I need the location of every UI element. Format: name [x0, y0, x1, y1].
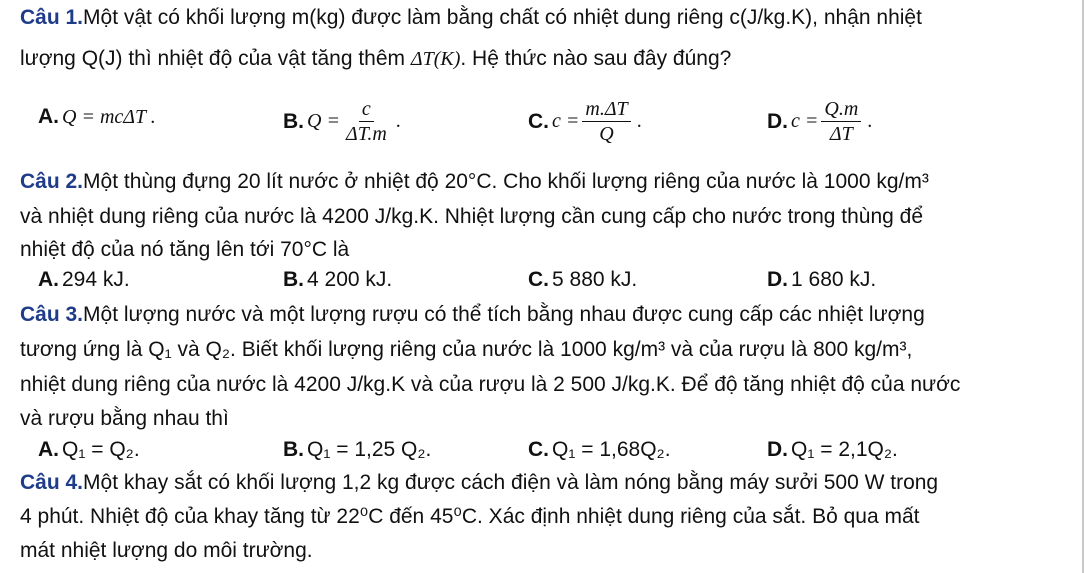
- q1-text-2-pre: lượng Q(J) thì nhiệt độ của vật tăng thêm: [20, 47, 411, 70]
- q3-option-c-label: C.: [528, 438, 549, 461]
- q3-option-b-text: Q₁ = 1,25 Q₂.: [307, 438, 432, 461]
- q2-line-1: [20, 167, 1076, 197]
- q4-line-2: [20, 502, 1076, 532]
- q3-text-3: nhiệt dung riêng của nước là 4200 J/kg.K và của rượu là 2 500 J/kg.K. Để độ tăng nhiệt độ của nước: [20, 373, 961, 396]
- q3-line-4: [20, 404, 1076, 434]
- q1-line-2: [20, 44, 1076, 74]
- q3-text-2: tương ứng là Q₁ và Q₂. Biết khối lượng riêng của nước là 1000 kg/m³ và của rượu là 800 kg/m³,: [20, 338, 913, 361]
- q3-option-d[interactable]: [767, 438, 898, 462]
- q1-option-c-label: C.: [528, 109, 549, 133]
- q1-option-c-formula: [552, 98, 642, 145]
- q3-option-d-text: Q₁ = 2,1Q₂.: [791, 438, 898, 461]
- q2-option-d[interactable]: [767, 268, 876, 292]
- q1-option-a[interactable]: [38, 105, 156, 129]
- q3-option-c-text: Q₁ = 1,68Q₂.: [552, 438, 671, 461]
- q1-text-1: Một vật có khối lượng m(kg) được làm bằng chất có nhiệt dung riêng c(J/kg.K), nhận nhiệt: [83, 6, 922, 29]
- q3-line-3: [20, 370, 1076, 400]
- q4-label: Câu 4.: [20, 471, 84, 494]
- q3-option-d-label: D.: [767, 438, 788, 461]
- q1-option-a-formula: Q = mcΔT .: [62, 105, 156, 128]
- q3-text-1: Một lượng nước và một lượng rượu có thể tích bằng nhau được cung cấp các nhiệt lượng: [83, 303, 925, 326]
- q1-line-1: [20, 3, 1076, 33]
- q3-line-1: [20, 300, 1076, 330]
- q1-option-b-formula: [307, 98, 401, 145]
- q2-option-d-label: D.: [767, 268, 788, 291]
- q2-option-c[interactable]: [528, 268, 637, 292]
- q1-option-d-lhs: c =: [791, 110, 819, 132]
- q1-options: [0, 98, 1084, 145]
- q4-text-3: mát nhiệt lượng do môi trường.: [20, 539, 313, 562]
- q2-line-3: [20, 235, 1076, 265]
- q4-line-1: [20, 468, 1076, 498]
- q2-text-3: nhiệt độ của nó tăng lên tới 70°C là: [20, 238, 350, 261]
- q2-option-c-text: 5 880 kJ.: [552, 268, 638, 291]
- q1-option-c-denominator: Q: [599, 123, 614, 145]
- q1-option-c-end: .: [636, 110, 642, 132]
- q1-option-c[interactable]: [528, 98, 642, 145]
- q1-text-2-post: . Hệ thức nào sau đây đúng?: [460, 47, 732, 70]
- q3-option-a-label: A.: [38, 438, 59, 461]
- q2-option-a[interactable]: [38, 268, 130, 292]
- q1-math-delta-t: ΔT(K): [410, 48, 461, 70]
- q2-text-2: và nhiệt dung riêng của nước là 4200 J/kg.K. Nhiệt lượng cần cung cấp cho nước trong thùng để: [20, 205, 924, 228]
- q2-option-b[interactable]: [283, 268, 392, 292]
- q3-option-b-label: B.: [283, 438, 304, 461]
- q2-options: [0, 268, 1084, 298]
- q2-option-d-text: 1 680 kJ.: [791, 268, 877, 291]
- q1-option-b[interactable]: [283, 98, 401, 145]
- q4-text-2: 4 phút. Nhiệt độ của khay tăng từ 22⁰C đến 45⁰C. Xác định nhiệt dung riêng của sắt. Bỏ qua mất: [20, 505, 920, 528]
- q3-line-2: [20, 335, 1076, 365]
- q1-option-d-formula: [791, 98, 872, 145]
- q2-option-c-label: C.: [528, 268, 549, 291]
- q3-options: [0, 438, 1084, 468]
- q3-option-b[interactable]: [283, 438, 431, 462]
- q2-line-2: [20, 202, 1076, 232]
- q1-option-d-label: D.: [767, 109, 788, 133]
- q2-option-b-label: B.: [283, 268, 304, 291]
- q1-option-c-lhs: c =: [552, 110, 580, 132]
- q1-option-d-denominator: ΔT: [829, 123, 853, 145]
- q3-option-c[interactable]: [528, 438, 671, 462]
- q2-option-a-text: 294 kJ.: [62, 268, 130, 291]
- q3-label: Câu 3.: [20, 303, 84, 326]
- q3-option-a-text: Q₁ = Q₂.: [62, 438, 140, 461]
- q1-option-b-numerator: c: [359, 98, 374, 122]
- q1-option-d-fraction: [821, 98, 861, 145]
- q3-option-a[interactable]: [38, 438, 140, 462]
- q1-option-d-numerator: Q.m: [821, 98, 861, 122]
- q1-option-c-fraction: [582, 98, 630, 145]
- q1-option-b-denominator: ΔT.m: [345, 123, 387, 145]
- q3-text-4: và rượu bằng nhau thì: [20, 407, 229, 430]
- q1-option-d-end: .: [867, 110, 873, 132]
- q1-label: Câu 1.: [20, 6, 84, 29]
- q1-option-b-lhs: Q =: [307, 110, 340, 132]
- q4-line-3: [20, 536, 1076, 566]
- q2-label: Câu 2.: [20, 170, 84, 193]
- q1-option-d[interactable]: [767, 98, 872, 145]
- q1-option-b-end: .: [395, 110, 401, 132]
- q1-option-a-label: A.: [38, 105, 59, 128]
- q4-text-1: Một khay sắt có khối lượng 1,2 kg được cách điện và làm nóng bằng máy sưởi 500 W trong: [83, 471, 939, 494]
- q1-option-c-numerator: m.ΔT: [582, 98, 630, 122]
- q1-option-b-label: B.: [283, 109, 304, 133]
- q2-option-a-label: A.: [38, 268, 59, 291]
- q2-option-b-text: 4 200 kJ.: [307, 268, 393, 291]
- q1-option-b-fraction: [343, 98, 390, 145]
- q2-text-1: Một thùng đựng 20 lít nước ở nhiệt độ 20°C. Cho khối lượng riêng của nước là 1000 kg/m³: [83, 170, 929, 193]
